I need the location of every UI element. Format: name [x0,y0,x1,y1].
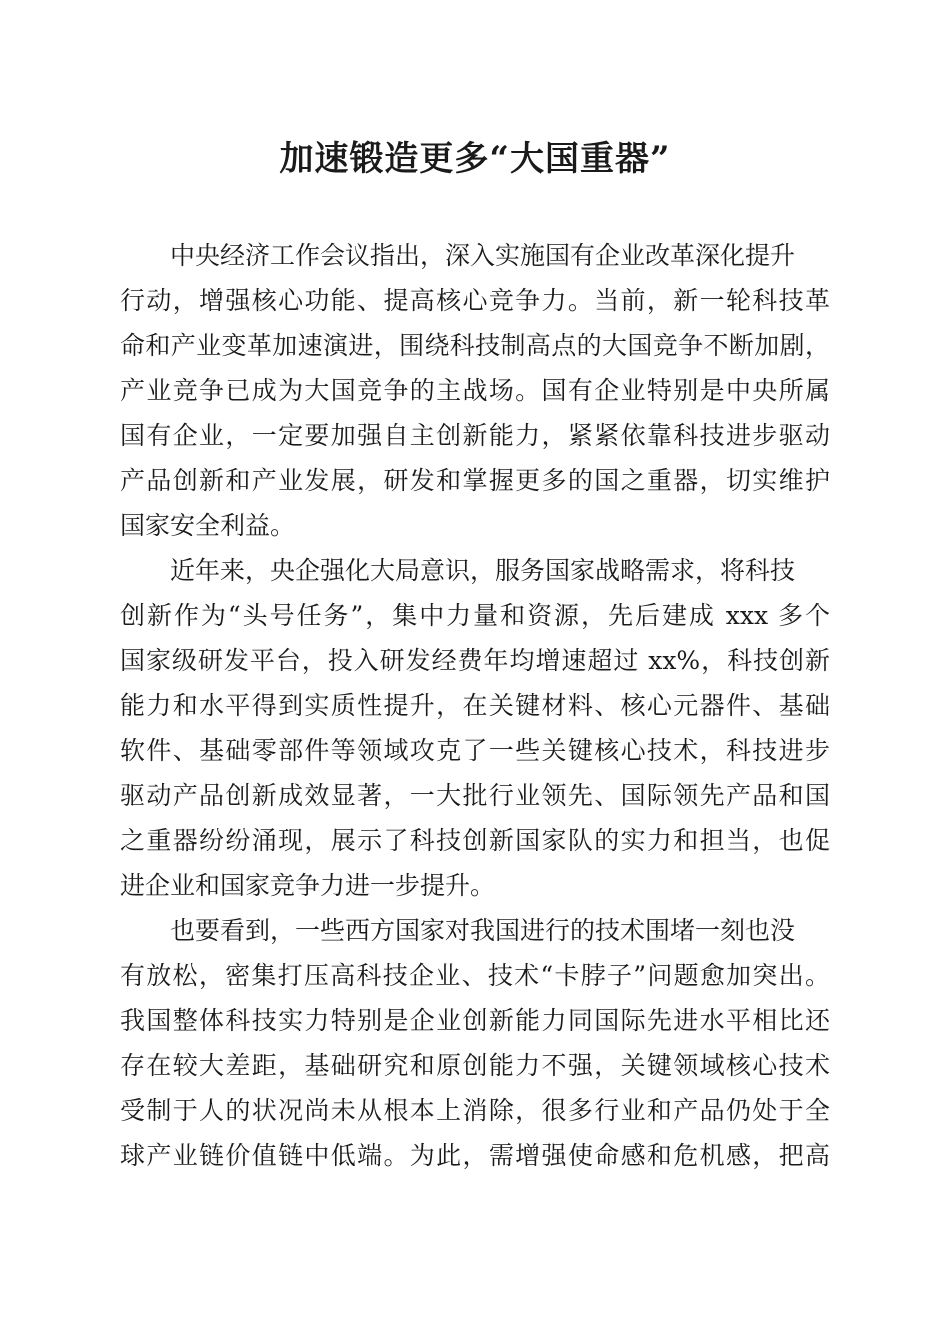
paragraph-line: 驱动产品创新成效显著，一大批行业领先、国际领先产品和国 [120,781,830,810]
paragraph-line: 存在较大差距，基础研究和原创能力不强，关键领域核心技术 [120,1051,830,1080]
paragraph-line: 进企业和国家竞争力进一步提升。 [120,871,496,900]
paragraph-line: 受制于人的状况尚未从根本上消除，很多行业和产品仍处于全 [120,1096,830,1125]
paragraph-line: 国家级研发平台，投入研发经费年均增速超过 xx%，科技创新 [120,646,830,675]
paragraph-line: 国有企业，一定要加强自主创新能力，紧紧依靠科技进步驱动 [120,421,830,450]
paragraph-line: 我国整体科技实力特别是企业创新能力同国际先进水平相比还 [120,1006,830,1035]
paragraph-line: 软件、基础零部件等领域攻克了一些关键核心技术，科技进步 [120,736,830,765]
paragraph-line: 近年来，央企强化大局意识，服务国家战略需求，将科技 [170,556,796,585]
paragraph-2 [120,548,830,908]
paragraph-line: 命和产业变革加速演进，围绕科技制高点的大国竞争不断加剧， [120,331,830,360]
paragraph-line: 球产业链价值链中低端。为此，需增强使命感和危机感，把高 [120,1141,830,1170]
paragraph-line: 行动，增强核心功能、提高核心竞争力。当前，新一轮科技革 [120,286,830,315]
document-title: 加速锻造更多“大国重器” [279,139,671,179]
paragraph-line: 有放松，密集打压高科技企业、技术“卡脖子”问题愈加突出。 [120,961,830,990]
paragraph-line: 能力和水平得到实质性提升，在关键材料、核心元器件、基础 [120,691,830,720]
paragraph-line: 中央经济工作会议指出，深入实施国有企业改革深化提升 [170,241,796,270]
paragraph-line: 产业竞争已成为大国竞争的主战场。国有企业特别是中央所属 [120,376,830,405]
paragraph-3 [120,908,830,1178]
paragraph-line: 也要看到，一些西方国家对我国进行的技术围堵一刻也没 [170,916,796,945]
paragraph-line: 之重器纷纷涌现，展示了科技创新国家队的实力和担当，也促 [120,826,830,855]
paragraph-line: 产品创新和产业发展，研发和掌握更多的国之重器，切实维护 [120,466,830,495]
paragraph-line: 国家安全利益。 [120,511,296,540]
paragraph-line: 创新作为“头号任务”，集中力量和资源，先后建成 xxx 多个 [120,601,830,630]
paragraph-1 [120,233,830,548]
document-body [120,233,830,1178]
